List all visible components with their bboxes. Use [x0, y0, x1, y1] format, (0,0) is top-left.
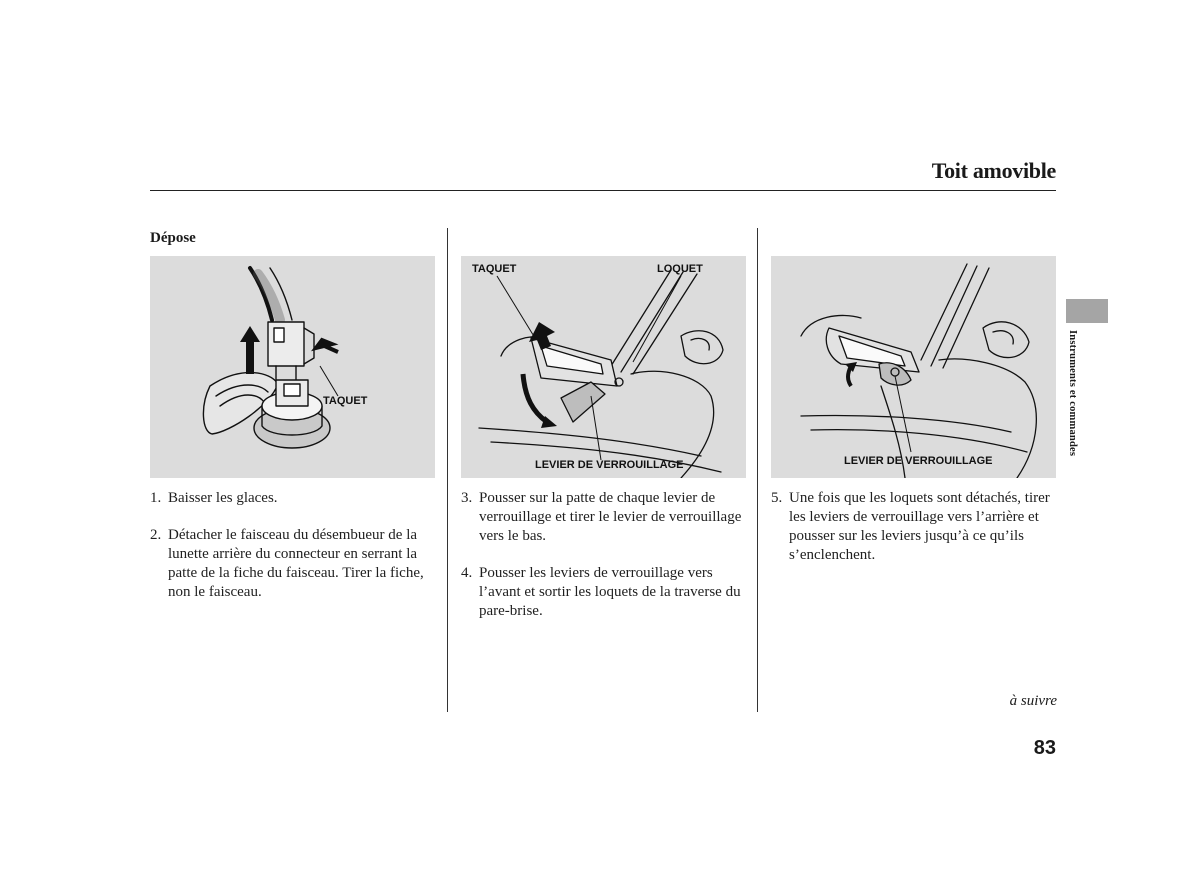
figure-latch-rear	[771, 256, 1056, 478]
step-number: 1.	[150, 490, 162, 506]
pull-down-arrow-icon	[523, 374, 547, 422]
step-number: 5.	[771, 490, 783, 506]
step-text: Détacher le faisceau du désembueur de la lunette arrière du connecteur en serrant la patte de la fiche du faisceau. Tirer la fiche, non le faisceau.	[168, 527, 424, 600]
step-number: 2.	[150, 527, 162, 543]
step-text: Une fois que les loquets sont détachés, tirer les leviers de verrouillage vers l’arrière et pousser sur les leviers jusqu’à ce qu’ils s’enclenchent.	[789, 490, 1050, 563]
column-divider-left	[447, 228, 448, 712]
figure-latch-front	[461, 256, 746, 478]
step-text: Pousser les leviers de verrouillage vers l’avant et sortir les loquets de la traverse du pare-brise.	[479, 565, 741, 619]
step-2	[150, 526, 437, 602]
latch-front-illustration	[461, 256, 746, 478]
step-1	[150, 489, 437, 508]
callout-taquet: TAQUET	[323, 395, 368, 407]
latch-rear-illustration	[771, 256, 1056, 478]
callout-levier: LEVIER DE VERROUILLAGE	[535, 459, 684, 471]
title-rule	[150, 190, 1056, 191]
callout-levier: LEVIER DE VERROUILLAGE	[844, 455, 993, 467]
step-3	[461, 489, 746, 546]
callout-taquet: TAQUET	[472, 263, 517, 275]
step-5	[771, 489, 1056, 565]
step-text: Baisser les glaces.	[168, 490, 278, 506]
page-title: Toit amovible	[931, 158, 1056, 183]
step-4	[461, 564, 746, 621]
section-tab-label: Instruments et commandes	[1067, 330, 1078, 457]
step-number: 3.	[461, 490, 473, 506]
push-arrow-icon	[316, 340, 338, 352]
page-number: 83	[1033, 737, 1056, 759]
step-text: Pousser sur la patte de chaque levier de verrouillage et tirer le levier de verrouillage vers le bas.	[479, 490, 742, 544]
section-tab	[1066, 299, 1108, 323]
figure-connector	[150, 256, 435, 478]
callout-loquet: LOQUET	[657, 263, 703, 275]
section-heading: Dépose	[150, 230, 196, 246]
column-divider-right	[757, 228, 758, 712]
connector-illustration	[150, 256, 435, 478]
continued-note: à suivre	[1009, 693, 1057, 709]
up-arrow-icon	[240, 326, 260, 374]
step-number: 4.	[461, 565, 473, 581]
